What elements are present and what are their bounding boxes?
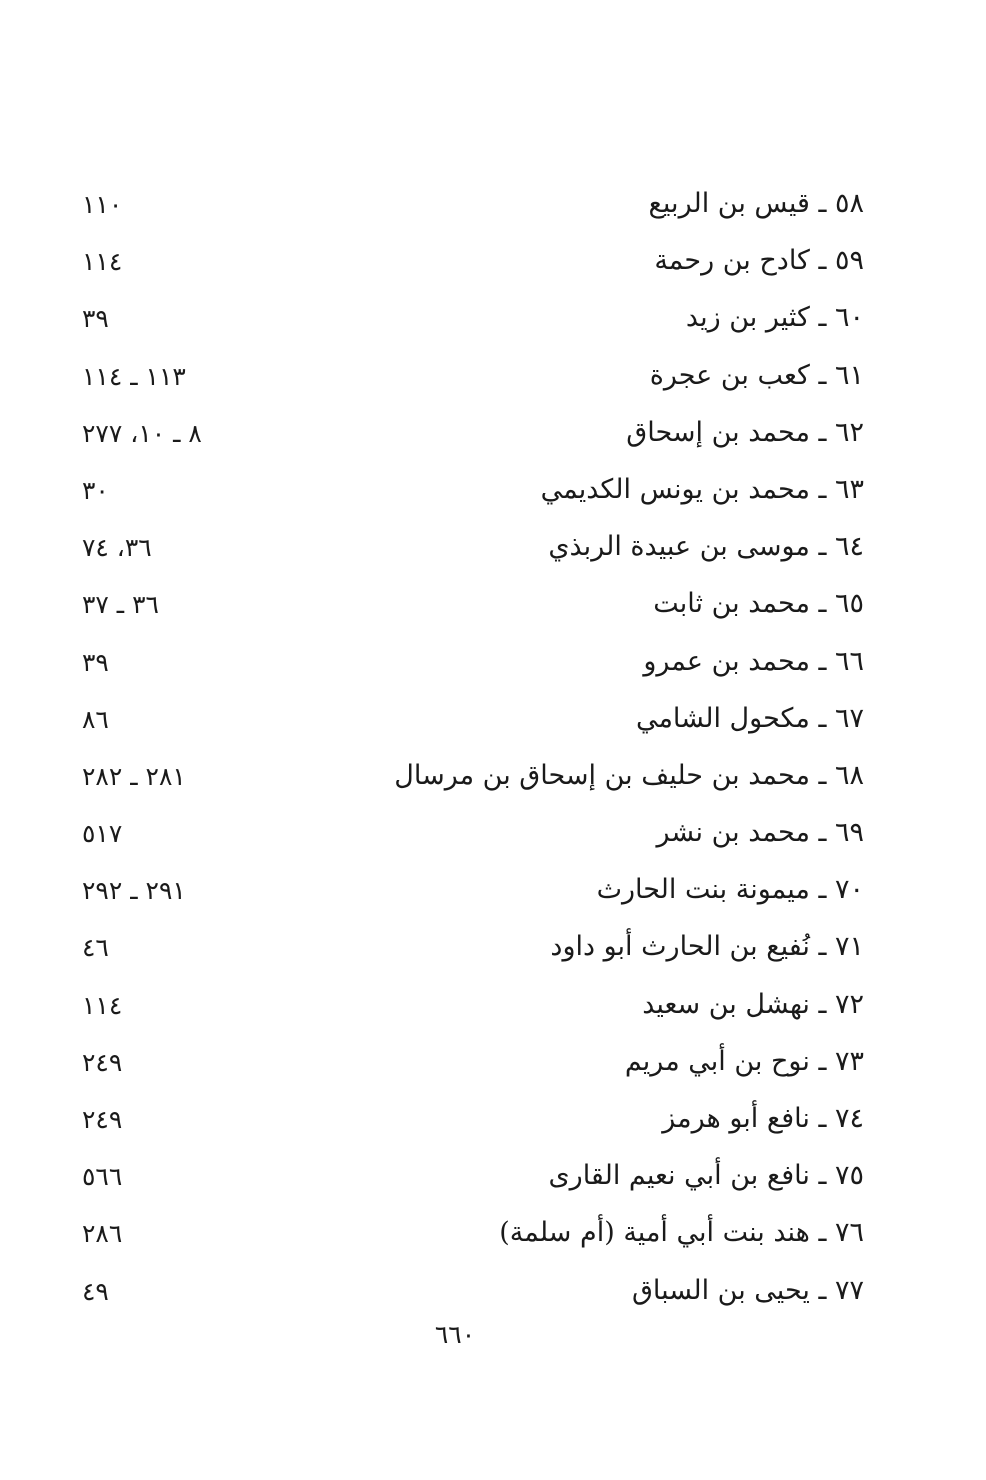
entry-pages: ٢٨٦: [82, 1219, 123, 1249]
entry-name: ٧٠ ـ ميمونة بنت الحارث: [596, 874, 864, 906]
index-entry: [82, 693, 864, 750]
entry-name: ٦٠ ـ كثير بن زيد: [685, 302, 864, 334]
entry-pages: ٣٦، ٧٤: [82, 533, 152, 563]
entry-pages: ١١٠: [82, 190, 123, 219]
entry-pages: ٢٨١ ـ ٢٨٢: [82, 761, 186, 791]
index-entry: [82, 350, 864, 407]
index-entry: [82, 1265, 864, 1322]
entry-name: ٥٨ ـ قيس بن الربيع: [648, 188, 864, 219]
entry-name: ٦٧ ـ مكحول الشامي: [635, 702, 864, 734]
index-entry: [82, 292, 864, 349]
entry-pages: ١١٤: [82, 247, 123, 277]
entry-pages: ٢٩١ ـ ٢٩٢: [82, 876, 186, 906]
page-number: ٦٦٠: [434, 1320, 476, 1349]
entry-name: ٦٤ ـ موسى بن عبيدة الربذي: [548, 531, 864, 563]
entry-name: ٧٤ ـ نافع أبو هرمز: [662, 1103, 864, 1134]
entry-name: ٦٢ ـ محمد بن إسحاق: [626, 416, 864, 448]
entry-pages: ٢٤٩: [82, 1105, 123, 1134]
entry-pages: ٨ ـ ١٠، ٢٧٧: [82, 418, 202, 448]
index-entry: [82, 578, 864, 635]
entry-name: ٦٦ ـ محمد بن عمرو: [643, 645, 864, 677]
index-list: [82, 178, 864, 1322]
index-entry: [82, 921, 864, 978]
entry-name: ٥٩ ـ كادح بن رحمة: [654, 245, 864, 277]
entry-name: ٧٣ ـ نوح بن أبي مريم: [624, 1045, 864, 1077]
entry-pages: ٨٦: [82, 704, 109, 734]
entry-name: ٦٣ ـ محمد بن يونس الكديمي: [540, 473, 864, 505]
index-entry: [82, 750, 864, 807]
index-entry: [82, 235, 864, 292]
index-entry: [82, 636, 864, 693]
index-entry: [82, 1207, 864, 1264]
entry-pages: ١١٤: [82, 990, 123, 1020]
index-entry: [82, 864, 864, 921]
entry-name: ٧١ ـ نُفيع بن الحارث أبو داود: [550, 931, 864, 963]
index-entry: [82, 464, 864, 521]
index-entry: [82, 407, 864, 464]
entry-pages: ٥١٧: [82, 819, 123, 849]
entry-name: ٦١ ـ كعب بن عجرة: [649, 359, 864, 391]
entry-pages: ٣٠: [82, 475, 109, 505]
index-entry: [82, 1150, 864, 1207]
index-entry: [82, 979, 864, 1036]
index-entry: [82, 1036, 864, 1093]
entry-pages: ٢٤٩: [82, 1047, 123, 1077]
index-entry: [82, 807, 864, 864]
entry-name: ٦٨ ـ محمد بن حليف بن إسحاق بن مرسال: [394, 759, 864, 791]
entry-name: ٦٥ ـ محمد بن ثابت: [653, 588, 864, 620]
entry-pages: ٣٦ ـ ٣٧: [82, 590, 159, 620]
entry-pages: ٣٩: [82, 304, 109, 334]
entry-pages: ٥٦٦: [82, 1162, 123, 1192]
entry-pages: ٤٩: [82, 1276, 109, 1306]
entry-name: ٦٩ ـ محمد بن نشر: [656, 817, 864, 849]
entry-pages: ١١٣ ـ ١١٤: [82, 361, 186, 391]
entry-name: ٧٢ ـ نهشل بن سعيد: [642, 988, 864, 1020]
entry-pages: ٤٦: [82, 933, 109, 963]
entry-name: ٧٥ ـ نافع بن أبي نعيم القارى: [548, 1160, 864, 1192]
index-entry: [82, 521, 864, 578]
entry-name: ٧٦ ـ هند بنت أبي أمية (أم سلمة): [499, 1217, 864, 1249]
entry-name: ٧٧ ـ يحيى بن السباق: [631, 1274, 864, 1306]
entry-pages: ٣٩: [82, 647, 109, 677]
index-entry: [82, 1093, 864, 1150]
index-entry: [82, 178, 864, 235]
